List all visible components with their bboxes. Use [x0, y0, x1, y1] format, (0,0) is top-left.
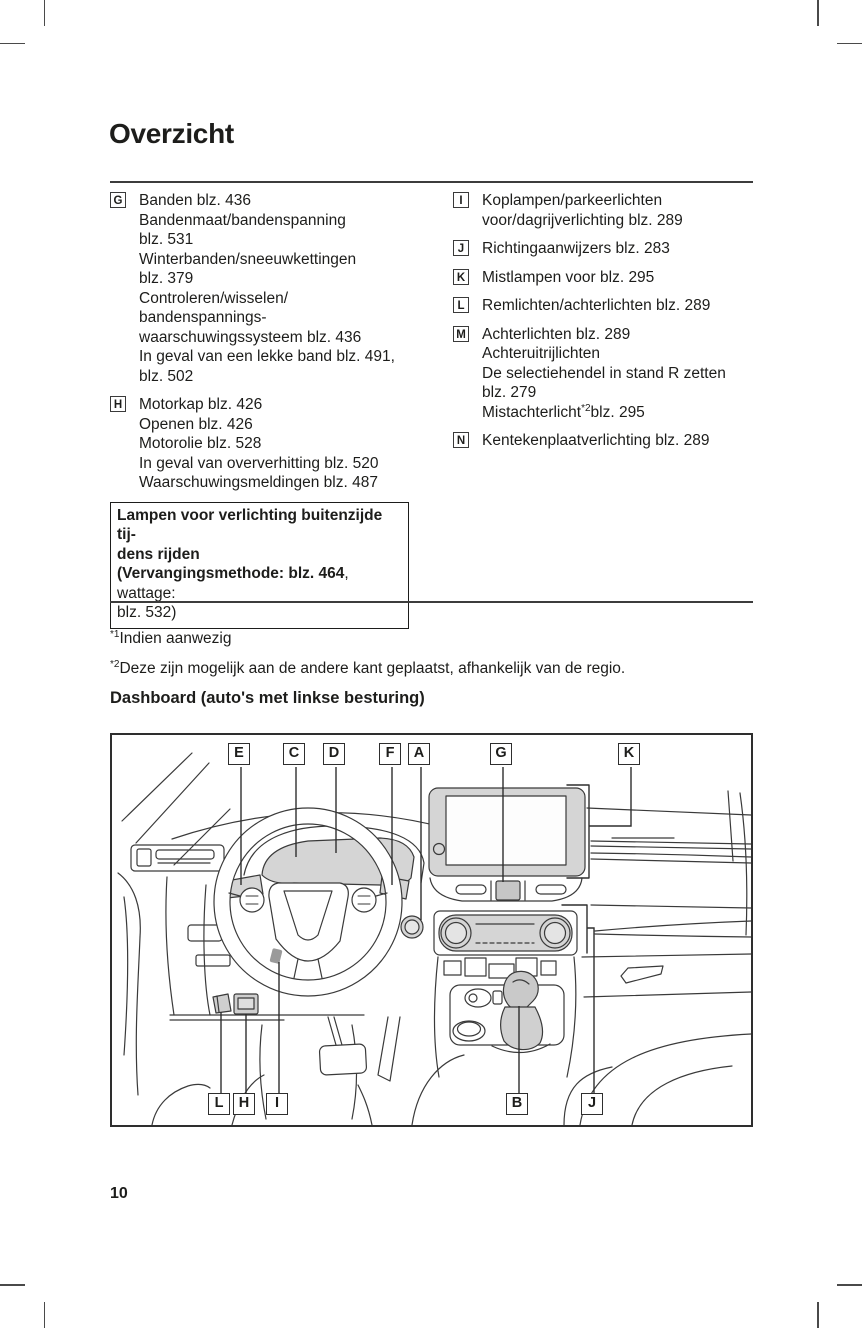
diagram-callout-G: G — [490, 743, 512, 765]
item-letter-box: G — [110, 192, 126, 208]
legend-line: Mistlampen voor blz. 295 — [482, 268, 655, 286]
legend-line: Bandenmaat/bandenspanning — [139, 211, 346, 229]
diagram-callout-C: C — [283, 743, 305, 765]
crop-mark — [837, 43, 862, 45]
item-letter-box: L — [453, 297, 469, 313]
legend-line: Achterlichten blz. 289 — [482, 325, 631, 343]
crop-mark — [817, 0, 819, 26]
item-letter-box: I — [453, 192, 469, 208]
legend-line: Kentekenplaatverlichting blz. 289 — [482, 432, 710, 449]
legend-column-left — [110, 191, 428, 629]
section-heading: Dashboard (auto's met linkse besturing) — [110, 689, 425, 707]
diagram-callout-I: I — [266, 1093, 288, 1115]
crop-mark — [44, 0, 46, 26]
legend-line: Motorkap blz. 426 — [139, 396, 263, 413]
crop-mark — [0, 43, 25, 45]
diagram-callout-F: F — [379, 743, 401, 765]
note-line: (Vervangingsmethode: blz. 464, wattage: — [117, 565, 349, 602]
crop-mark — [817, 1302, 819, 1328]
note-line: dens rijden — [117, 545, 200, 563]
legend-entry — [453, 191, 758, 230]
legend-line: Banden blz. 436 — [139, 192, 252, 209]
legend-line: voor/dagrijverlichting blz. 289 — [482, 211, 683, 229]
diagram-callout-E: E — [228, 743, 250, 765]
legend-line: blz. 531 — [139, 231, 194, 248]
legend-line: In geval van een lekke band blz. 491, — [139, 348, 395, 365]
legend-entry — [453, 268, 758, 288]
legend-line: bandenspannings- — [139, 309, 267, 326]
legend-line: Mistachterlicht$^{*2}$blz. 295 — [482, 402, 645, 421]
legend-entry — [110, 395, 428, 493]
diagram-callout-B: B — [506, 1093, 528, 1115]
divider-top — [110, 181, 753, 183]
legend-entry — [453, 296, 758, 316]
page-title: Overzicht — [109, 118, 234, 149]
legend-line: Motorolie blz. 528 — [139, 435, 262, 452]
diagram-callout-K: K — [618, 743, 640, 765]
diagram-callout-L: L — [208, 1093, 230, 1115]
footnote-2: $^{*2}$Deze zijn mogelijk aan de andere kant geplaatst, afhankelijk van de regio. — [110, 658, 626, 677]
item-letter-box: M — [453, 326, 469, 342]
legend-line: blz. 279 — [482, 384, 537, 401]
lamp-note-box — [110, 502, 409, 629]
crop-mark — [0, 1284, 25, 1286]
legend-line: Controleren/wisselen/ — [139, 289, 289, 307]
diagram-callout-J: J — [581, 1093, 603, 1115]
legend-line: Achteruitrijlichten — [482, 345, 601, 362]
item-letter-box: J — [453, 240, 469, 256]
item-letter-box: K — [453, 269, 469, 285]
legend-line: De selectiehendel in stand R zetten — [482, 364, 726, 382]
page-number: 10 — [110, 1185, 128, 1202]
legend-line: blz. 502 — [139, 367, 194, 385]
crop-mark — [837, 1284, 862, 1286]
legend-entry — [453, 325, 758, 423]
footnote-1: $^{*1}$Indien aanwezig — [110, 628, 232, 647]
legend-line: blz. 379 — [139, 270, 194, 287]
note-line: Lampen voor verlichting buitenzijde tij- — [117, 506, 383, 543]
item-letter-box: H — [110, 396, 126, 412]
legend-line: waarschuwingssysteem blz. 436 — [139, 328, 362, 346]
dashboard-diagram — [110, 733, 753, 1127]
legend-line: Richtingaanwijzers blz. 283 — [482, 240, 670, 257]
divider-bottom — [110, 601, 753, 603]
legend-entry — [453, 239, 758, 259]
legend-line: Openen blz. 426 — [139, 415, 253, 433]
crop-mark — [44, 1302, 46, 1328]
diagram-callout-A: A — [408, 743, 430, 765]
legend-entry — [110, 191, 428, 386]
note-line: blz. 532) — [117, 604, 177, 621]
legend-entries-left — [110, 191, 428, 493]
legend-line: Koplampen/parkeerlichten — [482, 192, 663, 209]
diagram-callout-D: D — [323, 743, 345, 765]
legend-line: Waarschuwingsmeldingen blz. 487 — [139, 474, 378, 491]
legend-line: Winterbanden/sneeuwkettingen — [139, 250, 357, 268]
legend-entries-right — [453, 191, 758, 451]
legend-line: Remlichten/achterlichten blz. 289 — [482, 297, 711, 314]
dashboard-line-art — [112, 735, 751, 1125]
item-letter-box: N — [453, 432, 469, 448]
legend-line: In geval van oververhitting blz. 520 — [139, 454, 379, 472]
legend-column-right — [453, 191, 758, 460]
diagram-callout-H: H — [233, 1093, 255, 1115]
legend-entry — [453, 431, 758, 451]
